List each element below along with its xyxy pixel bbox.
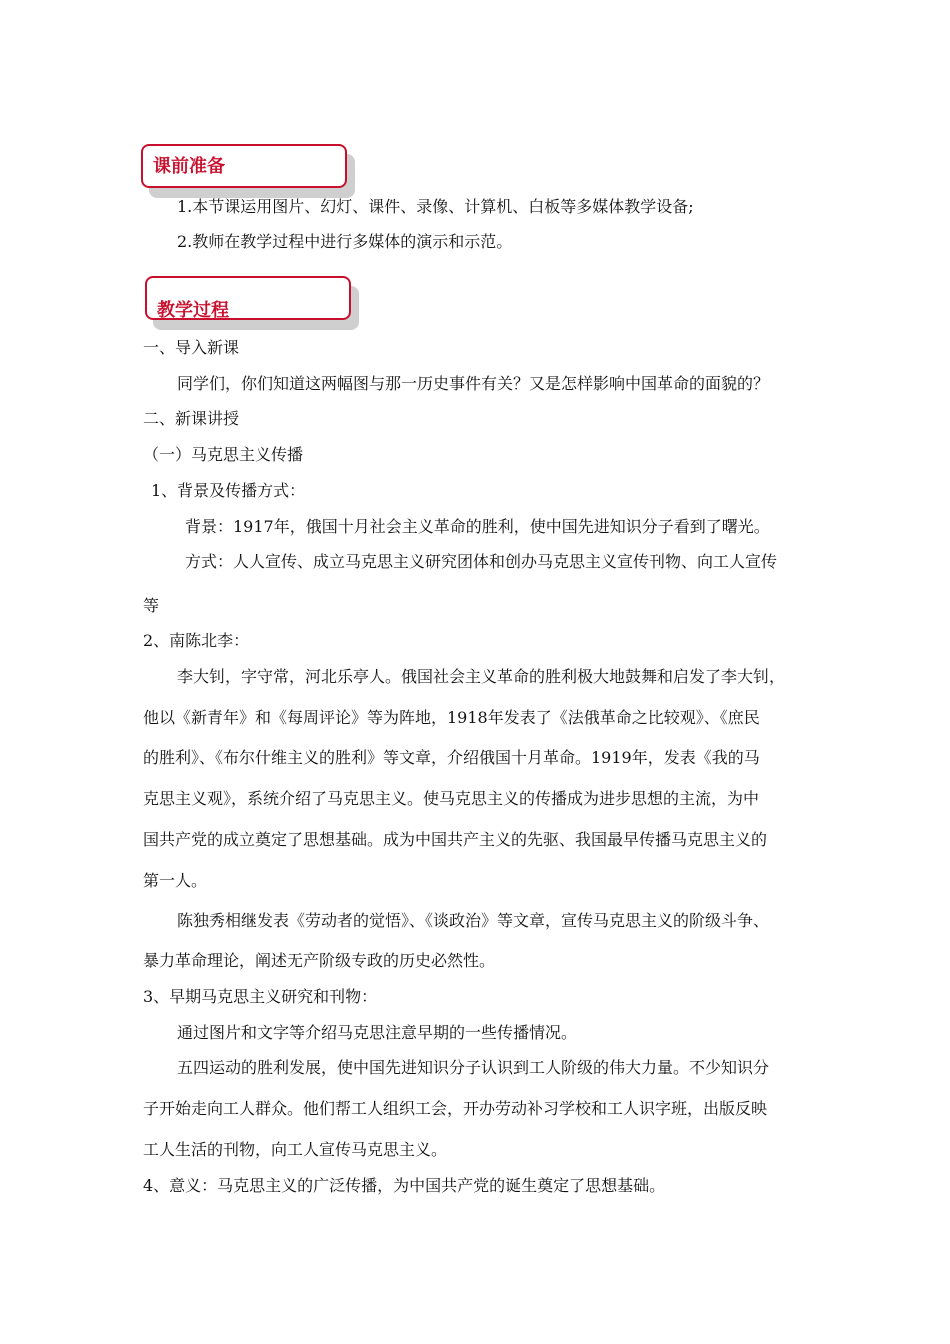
section-title-process: 教学过程 (157, 300, 229, 321)
paragraph-line: 等 (143, 596, 160, 615)
section-header-prep (141, 144, 347, 188)
paragraph-line: 李大钊，字守常，河北乐亭人。俄国社会主义革命的胜利极大地鼓舞和启发了李大钊， (177, 667, 786, 686)
paragraph-line: 子开始走向工人群众。他们帮工人组织工会，开办劳动补习学校和工人识字班，出版反映 (143, 1099, 768, 1118)
paragraph-line: 通过图片和文字等介绍马克思注意早期的一些传播情况。 (177, 1023, 578, 1042)
paragraph-line: 同学们，你们知道这两幅图与那一历史事件有关？又是怎样影响中国革命的面貌的？ (177, 374, 770, 393)
section-title-prep: 课前准备 (153, 156, 225, 177)
paragraph-line: 五四运动的胜利发展，使中国先进知识分子认识到工人阶级的伟大力量。不少知识分 (177, 1058, 770, 1077)
paragraph-line: 国共产党的成立奠定了思想基础。成为中国共产主义的先驱、我国最早传播马克思主义的 (143, 830, 768, 849)
paragraph-line: 克思主义观》，系统介绍了马克思主义。使马克思主义的传播成为进步思想的主流，为中 (143, 789, 760, 808)
paragraph-line: 第一人。 (143, 871, 208, 890)
paragraph-line: 方式：人人宣传、成立马克思主义研究团体和创办马克思主义宣传刊物、向工人宣传 (185, 552, 778, 571)
heading-new-lesson: 二、新课讲授 (143, 409, 240, 428)
subheading-significance: 4、意义：马克思主义的广泛传播，为中国共产党的诞生奠定了思想基础。 (143, 1176, 666, 1195)
paragraph-line: 暴力革命理论，阐述无产阶级专政的历史必然性。 (143, 951, 496, 970)
paragraph-line: 工人生活的刊物，向工人宣传马克思主义。 (143, 1140, 448, 1159)
subheading-background: 1、背景及传播方式： (151, 481, 306, 500)
prep-item-1: 1.本节课运用图片、幻灯、课件、录像、计算机、白板等多媒体教学设备; (177, 197, 694, 216)
section-header-process (145, 276, 351, 320)
paragraph-line: 的胜利》、《布尔什维主义的胜利》等文章，介绍俄国十月革命。1919年，发表《我的马 (143, 748, 760, 767)
paragraph-line: 背景：1917年，俄国十月社会主义革命的胜利，使中国先进知识分子看到了曙光。 (185, 517, 770, 536)
subheading-chen-li: 2、南陈北李： (143, 631, 250, 650)
subheading-early-research: 3、早期马克思主义研究和刊物： (143, 987, 378, 1006)
subheading-marxism: （一）马克思主义传播 (143, 445, 304, 464)
heading-intro: 一、导入新课 (143, 338, 240, 357)
prep-item-2: 2.教师在教学过程中进行多媒体的演示和示范。 (177, 232, 513, 251)
paragraph-line: 他以《新青年》和《每周评论》等为阵地，1918年发表了《法俄革命之比较观》、《庶民 (143, 708, 760, 727)
paragraph-line: 陈独秀相继发表《劳动者的觉悟》、《谈政治》等文章，宣传马克思主义的阶级斗争、 (177, 911, 770, 930)
